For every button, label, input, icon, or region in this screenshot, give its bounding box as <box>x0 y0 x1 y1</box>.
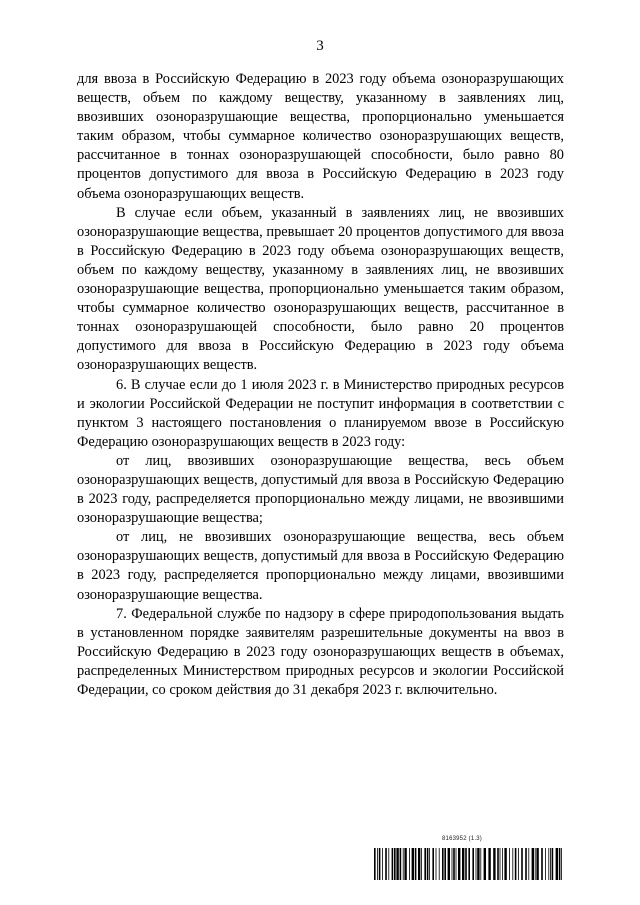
paragraph-item-6-non-importers: от лиц, не ввозивших озоноразрушающие вещества, весь объем озоноразрушающих веществ, допустимый для ввоза в Российскую Федерацию в 2023 году, распределяется пропорционально между лицами, ввозившими озоноразрушающие вещества. <box>77 529 564 603</box>
paragraph-non-importers: В случае если объем, указанный в заявлениях лиц, не ввозивших озоноразрушающие вещества, превышает 20 процентов допустимого для ввоза в Российскую Федерацию в 2023 году объема озоноразрушающих веществ, объем по каждому веществу, указанному в заявлениях лиц, не ввозивших озоноразрушающие вещества, пропорционально уменьшается таким образом, чтобы суммарное количество озоноразрушающих веществ, рассчитанное в тоннах озоноразрушающей способности, было равно 20 процентов допустимого для ввоза в Российскую Федерацию в 2023 году объема озоноразрушающих веществ. <box>77 204 564 374</box>
document-code: 8163952 (1.3) <box>442 836 482 842</box>
paragraph-item-7: 7. Федеральной службе по надзору в сфере природопользования выдать в установленном порядке заявителям разрешительные документы на ввоз в Российскую Федерацию в 2023 году озоноразрушающих веществ в объемах, распределенных Министерством природных ресурсов и экологии Российской Федерации, со сроком действия до 31 декабря 2023 г. включительно. <box>77 605 564 698</box>
barcode-icon <box>374 848 564 880</box>
document-body <box>77 70 564 700</box>
paragraph-item-6-importers: от лиц, ввозивших озоноразрушающие вещества, весь объем озоноразрушающих веществ, допустимый для ввоза в Российскую Федерацию в 2023 году, распределяется пропорционально между лицами, не ввозившими озоноразрушающие вещества; <box>77 452 564 527</box>
paragraph-item-6: 6. В случае если до 1 июля 2023 г. в Министерство природных ресурсов и экологии Российской Федерации не поступит информация в соответствии с пунктом 3 настоящего постановления о планируемом ввозе в Российскую Федерацию озоноразрушающих веществ в 2023 году: <box>77 376 564 450</box>
paragraph-continuation: для ввоза в Российскую Федерацию в 2023 году объема озоноразрушающих веществ, объем по каждому веществу, указанному в заявлениях лиц, ввозивших озоноразрушающие вещества, пропорционально уменьшается таким образом, чтобы суммарное количество озоноразрушающих веществ, рассчитанное в тоннах озоноразрушающей способности, было равно 80 процентов допустимого для ввоза в Российскую Федерацию в 2023 году объема озоноразрушающих веществ. <box>77 71 564 202</box>
page-number: 3 <box>316 38 324 54</box>
